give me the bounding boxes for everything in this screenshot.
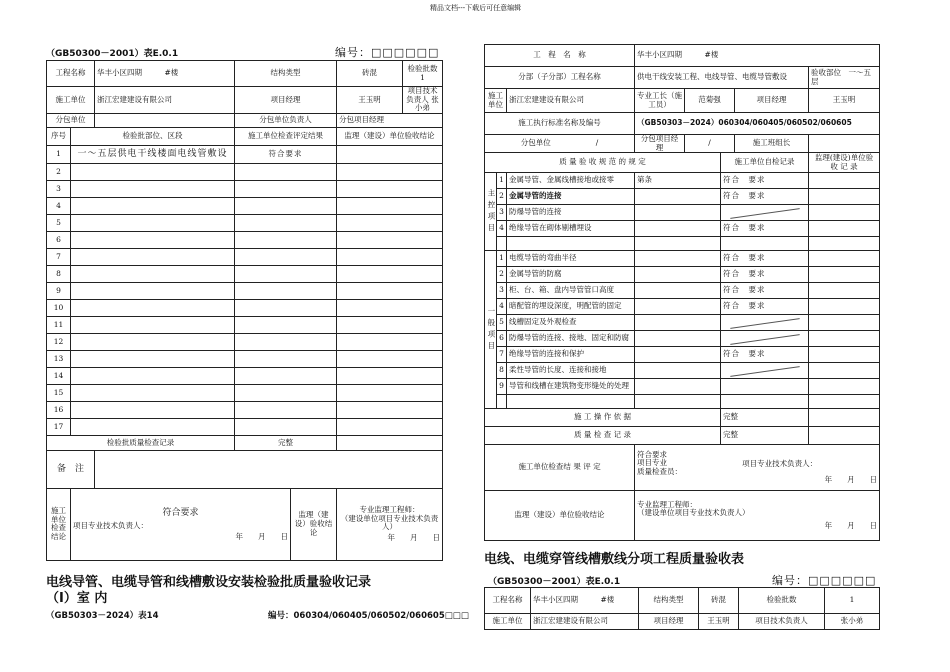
contractor-conclusion: 符合要求 项目专业技术负责人： 年 月 日 bbox=[71, 488, 291, 560]
row-no: 11 bbox=[47, 316, 71, 333]
r-self-check-header: 施工单位自检记录 bbox=[721, 153, 809, 173]
general-item-text: 防爆导管的连接、接地、固定和防腐 bbox=[507, 331, 635, 347]
general-item-no: 1 bbox=[497, 251, 507, 267]
right-bottom-title: 电线、电缆穿管线槽敷线分项工程质量验收表 bbox=[484, 552, 745, 567]
general-item-no: 3 bbox=[497, 283, 507, 299]
general-item-result: 符合 要求 bbox=[721, 347, 809, 363]
r-project-name-label: 工 程 名 称 bbox=[485, 45, 635, 67]
r-spec-header: 质 量 验 收 规 范 的 规 定 bbox=[485, 153, 721, 173]
general-item-text: 暗配管的埋设深度，明配管的固定 bbox=[507, 299, 635, 315]
row-no: 12 bbox=[47, 333, 71, 350]
top-note: 精品文档---下载后可任意编辑 bbox=[430, 4, 522, 12]
r-division: 供电干线安装工程、电线导管、电缆导管敷设 bbox=[635, 67, 809, 89]
r-standard-label: 施工执行标准名称及编号 bbox=[485, 113, 635, 135]
project-name-label: 工程名称 bbox=[47, 61, 95, 87]
r-sub-pm-label: 分包项目经 理 bbox=[635, 135, 685, 153]
general-item-no: 7 bbox=[497, 347, 507, 363]
r-standard: （GB50303－2024）060304/060405/060502/060605 bbox=[635, 113, 880, 135]
left-title-line2: （Ⅰ）室 内 bbox=[46, 591, 108, 606]
rb-contractor: 浙江宏建建设有限公司 bbox=[531, 614, 639, 630]
main-item-text: 金属导管的连接 bbox=[507, 189, 635, 205]
general-item-text: 柔性导管的长度、连接和接地 bbox=[507, 363, 635, 379]
row-no: 17 bbox=[47, 418, 71, 435]
rb-tech-lead: 张小弟 bbox=[825, 614, 880, 630]
general-item-result: 符合 要求 bbox=[721, 299, 809, 315]
r-foreman: 范菊强 bbox=[685, 89, 735, 113]
rb-batch-count: 1 bbox=[825, 588, 880, 614]
r-sub: 分包单位 / bbox=[485, 135, 635, 153]
r-project-name: 华丰小区四期 #楼 bbox=[635, 45, 880, 67]
r-supervisor-label: 监理（建设）单位验收结论 bbox=[485, 491, 635, 541]
r-pm-label: 项目经理 bbox=[735, 89, 809, 113]
main-item-text: 防爆导管的连接 bbox=[507, 205, 635, 221]
row-no: 13 bbox=[47, 350, 71, 367]
general-item-result: 符合 要求 bbox=[721, 267, 809, 283]
pm: 王玉明 bbox=[337, 87, 403, 114]
r-pm: 王玉明 bbox=[809, 89, 880, 113]
row-no: 14 bbox=[47, 367, 71, 384]
strike-mark bbox=[721, 331, 809, 347]
r-division-label: 分部（子分部）工程名称 bbox=[485, 67, 635, 89]
r-eval: 符合要求 项目专业 质量检查员： 项目专业技术负责人： 年 月 日 bbox=[635, 445, 880, 491]
row-no: 8 bbox=[47, 265, 71, 282]
row-no: 1 bbox=[47, 145, 71, 163]
main-item-no: 2 bbox=[497, 189, 507, 205]
general-item-text: 导管和线槽在建筑物变形缝处的处理 bbox=[507, 379, 635, 395]
r-contractor: 浙江宏建建设有限公司 bbox=[507, 89, 635, 113]
structure: 砖混 bbox=[337, 61, 403, 87]
r-supervisor-header: 监理(建设)单位验 收 记 录 bbox=[809, 153, 880, 173]
rb-pm: 王玉明 bbox=[699, 614, 739, 630]
contractor: 浙江宏建建设有限公司 bbox=[95, 87, 235, 114]
sub-pm-label: 分包项目经理 bbox=[337, 113, 443, 127]
row-no: 16 bbox=[47, 401, 71, 418]
r-general-label: 一般项目 bbox=[485, 251, 497, 409]
col-part: 检验批部位、区段 bbox=[71, 127, 235, 145]
col-result: 施工单位检查评定结果 bbox=[235, 127, 337, 145]
left-title-code: （GB50303－2024）表14 bbox=[46, 611, 159, 621]
row-no: 3 bbox=[47, 180, 71, 197]
rb-pm-label: 项目经理 bbox=[639, 614, 699, 630]
strike-mark bbox=[721, 363, 809, 379]
row1-result: 符合要求 bbox=[235, 145, 337, 163]
col-supervisor: 监理（建设）单位验收结论 bbox=[337, 127, 443, 145]
row-no: 6 bbox=[47, 231, 71, 248]
r-foreman-label: 专业工长（施工员） bbox=[635, 89, 685, 113]
supervisor-conclusion: 专业监理工程师： （建设单位项目专业技术负责人） 年 月 日 bbox=[337, 488, 443, 560]
row-no: 15 bbox=[47, 384, 71, 401]
row-no: 5 bbox=[47, 214, 71, 231]
remark-label: 备 注 bbox=[47, 450, 95, 488]
r-sub-pm: / bbox=[685, 135, 735, 153]
general-item-no: 6 bbox=[497, 331, 507, 347]
r-location: 验收部位 一～五层 bbox=[809, 67, 880, 89]
row1-part: 一～五层供电干线楼面电线管敷设 bbox=[71, 145, 235, 163]
main-item-no: 3 bbox=[497, 205, 507, 221]
record-value: 完整 bbox=[235, 435, 337, 450]
general-item-result: 符合 要求 bbox=[721, 251, 809, 267]
row-no: 7 bbox=[47, 248, 71, 265]
structure-label: 结构类型 bbox=[235, 61, 337, 87]
row-no: 10 bbox=[47, 299, 71, 316]
left-title-line1: 电线导管、电缆导管和线槽敷设安装检验批质量验收记录 bbox=[46, 575, 372, 590]
rb-structure: 砖混 bbox=[699, 588, 739, 614]
row-no: 9 bbox=[47, 282, 71, 299]
general-item-text: 电缆导管的弯曲半径 bbox=[507, 251, 635, 267]
pm-label: 项目经理 bbox=[235, 87, 337, 114]
main-item-text: 绝缘导管在砌体剔槽埋设 bbox=[507, 221, 635, 237]
strike-mark bbox=[721, 315, 809, 331]
general-item-no: 8 bbox=[497, 363, 507, 379]
batch-count: 检验批数 1 bbox=[403, 61, 443, 87]
left-form-code: （GB50300－2001）表E.0.1 bbox=[46, 49, 179, 59]
r-main-label: 主控项目 bbox=[485, 173, 497, 251]
contractor-conclusion-label: 施工单位检查结论 bbox=[47, 488, 71, 560]
record-label: 检验批质量检查记录 bbox=[47, 435, 235, 450]
r-qc-value: 完整 bbox=[721, 427, 809, 445]
right-inspection-table bbox=[484, 44, 880, 541]
r-eval-label: 施工单位检查结 果 评 定 bbox=[485, 445, 635, 491]
tech-lead: 项目技术负责人 张小弟 bbox=[403, 87, 443, 114]
main-item-result: 符合 要求 bbox=[721, 173, 809, 189]
row-no: 4 bbox=[47, 197, 71, 214]
general-item-no: 5 bbox=[497, 315, 507, 331]
rb-project-name-label: 工程名称 bbox=[485, 588, 531, 614]
general-item-no: 4 bbox=[497, 299, 507, 315]
right-bottom-number: 编号：□□□□□□ bbox=[772, 574, 877, 587]
r-qc-label: 质 量 检 查 记 录 bbox=[485, 427, 721, 445]
col-no: 序号 bbox=[47, 127, 71, 145]
strike-mark bbox=[721, 205, 809, 221]
left-title-number: 编号：060304/060405/060502/060605□□□ bbox=[268, 611, 469, 621]
right-bottom-table bbox=[484, 587, 880, 630]
right-bottom-code: （GB50300－2001）表E.0.1 bbox=[488, 577, 621, 587]
project-name: 华丰小区四期 #楼 bbox=[95, 61, 235, 87]
supervisor-conclusion-label: 监理（建设）验收结论 bbox=[291, 488, 337, 560]
left-inspection-table bbox=[46, 60, 443, 561]
contractor-label: 施工单位 bbox=[47, 87, 95, 114]
r-contractor-label: 施工单位 bbox=[485, 89, 507, 113]
general-item-text: 绝缘导管的连接和保护 bbox=[507, 347, 635, 363]
main-item-extra: 第条 bbox=[635, 173, 721, 189]
row-no: 2 bbox=[47, 163, 71, 180]
r-supervisor: 专业监理工程师： （建设单位项目专业技术负责人） 年 月 日 bbox=[635, 491, 880, 541]
rb-tech-lead-label: 项目技术负责人 bbox=[739, 614, 825, 630]
main-item-no: 4 bbox=[497, 221, 507, 237]
sub-lead-label: 分包单位负责人 bbox=[235, 113, 337, 127]
general-item-text: 线槽固定及外观检查 bbox=[507, 315, 635, 331]
general-item-text: 柜、台、箱、盘内导管管口高度 bbox=[507, 283, 635, 299]
general-item-result: 符合 要求 bbox=[721, 283, 809, 299]
left-form-number: 编号：□□□□□□ bbox=[335, 46, 440, 59]
general-item-no: 2 bbox=[497, 267, 507, 283]
general-item-text: 金属导管的防腐 bbox=[507, 267, 635, 283]
rb-project-name: 华丰小区四期 #楼 bbox=[531, 588, 639, 614]
rb-contractor-label: 施工单位 bbox=[485, 614, 531, 630]
main-item-result: 符合 要求 bbox=[721, 221, 809, 237]
main-item-no: 1 bbox=[497, 173, 507, 189]
r-basis-value: 完整 bbox=[721, 409, 809, 427]
rb-structure-label: 结构类型 bbox=[639, 588, 699, 614]
main-item-result: 符合 要求 bbox=[721, 189, 809, 205]
general-item-no: 9 bbox=[497, 379, 507, 395]
rb-batch-count-label: 检验批数 bbox=[739, 588, 825, 614]
main-item-text: 金属导管、金属线槽接地或接零 bbox=[507, 173, 635, 189]
r-basis-label: 施 工 操 作 依 据 bbox=[485, 409, 721, 427]
sub-label: 分包单位 bbox=[47, 113, 95, 127]
r-team-label: 施工班组长 bbox=[735, 135, 809, 153]
